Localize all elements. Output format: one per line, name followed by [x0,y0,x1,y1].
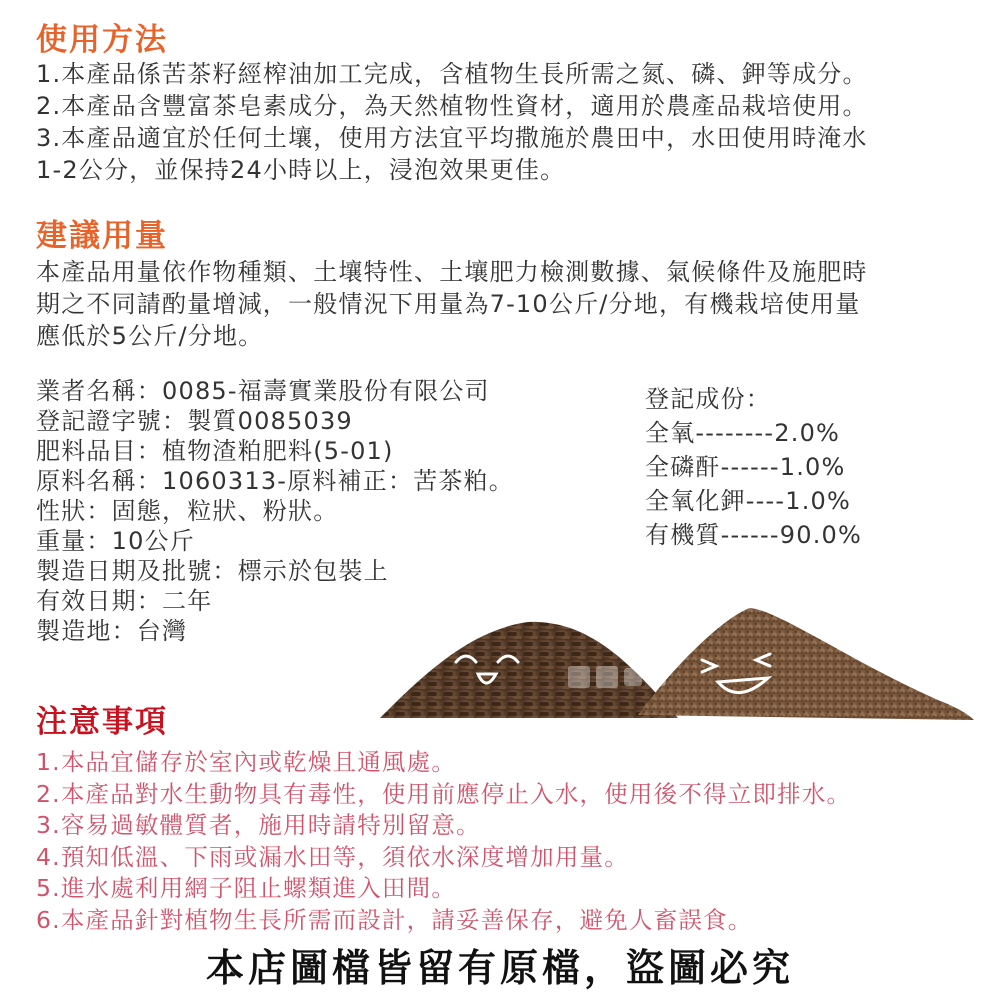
powder-pile [638,608,974,720]
usage-text [36,58,868,186]
registration-item: 有機質------90.0% [645,521,863,549]
product-photo [378,590,978,730]
copyright-notice: 本店圖檔皆留有原檔，盜圖必究 [205,946,794,990]
notes-heading: 注意事項 [36,704,168,740]
registration-box [645,382,862,552]
info-expiry: 有效日期：二年 [36,587,213,615]
usage-line: 3.本產品適宜於任何土壤，使用方法宜平均撒施於農田中，水田使用時淹水 [36,124,868,152]
info-origin: 製造地：台灣 [36,617,188,645]
registration-title: 登記成份： [645,385,771,413]
info-license: 登記證字號：製質0085039 [36,407,353,435]
dosage-text [36,256,868,352]
notes-item: 5.進水處利用網子阻止螺類進入田間。 [36,874,457,902]
notes-item: 1.本品宜儲存於室內或乾燥且通風處。 [36,748,457,776]
registration-item: 全磷酐------1.0% [645,453,846,481]
dosage-line: 本產品用量依作物種類、土壤特性、土壤肥力檢測數據、氣候條件及施肥時 [36,258,868,286]
watermark-logo [568,666,666,688]
registration-item: 全氧化鉀----1.0% [645,487,852,515]
usage-line: 1.本產品係苦茶籽經榨油加工完成，含植物生長所需之氮、磷、鉀等成分。 [36,60,868,88]
info-company: 業者名稱：0085-福壽實業股份有限公司 [36,377,490,405]
info-weight: 重量：10公斤 [36,527,195,555]
info-material: 原料名稱：1060313-原料補正：苦茶粕。 [36,467,514,495]
info-category: 肥料品目：植物渣粕肥料(5-01) [36,437,394,465]
notes-item: 2.本產品對水生動物具有毒性，使用前應停止入水，使用後不得立即排水。 [36,779,852,808]
usage-line: 1-2公分，並保持24小時以上，浸泡效果更佳。 [36,156,566,184]
info-batch: 製造日期及批號：標示於包裝上 [36,557,389,585]
dosage-line: 應低於5公斤/分地。 [36,322,264,350]
dosage-heading: 建議用量 [36,218,168,254]
usage-heading: 使用方法 [36,22,168,58]
notes-list [36,747,851,936]
notes-item: 3.容易過敏體質者，施用時請特別留意。 [36,811,481,839]
notes-item: 4.預知低溫、下雨或漏水田等，須依水深度增加用量。 [36,842,629,871]
info-form: 性狀：固態，粒狀、粉狀。 [36,497,339,525]
dosage-line: 期之不同請酌量增減，一般情況下用量為7-10公斤/分地，有機栽培使用量 [36,290,861,318]
usage-line: 2.本產品含豐富茶皂素成分，為天然植物性資材，適用於農產品栽培使用。 [36,92,868,120]
registration-item: 全氧--------2.0% [645,419,841,447]
notes-item: 6.本產品針對植物生長所需而設計，請妥善保存，避免人畜誤食。 [36,905,753,934]
